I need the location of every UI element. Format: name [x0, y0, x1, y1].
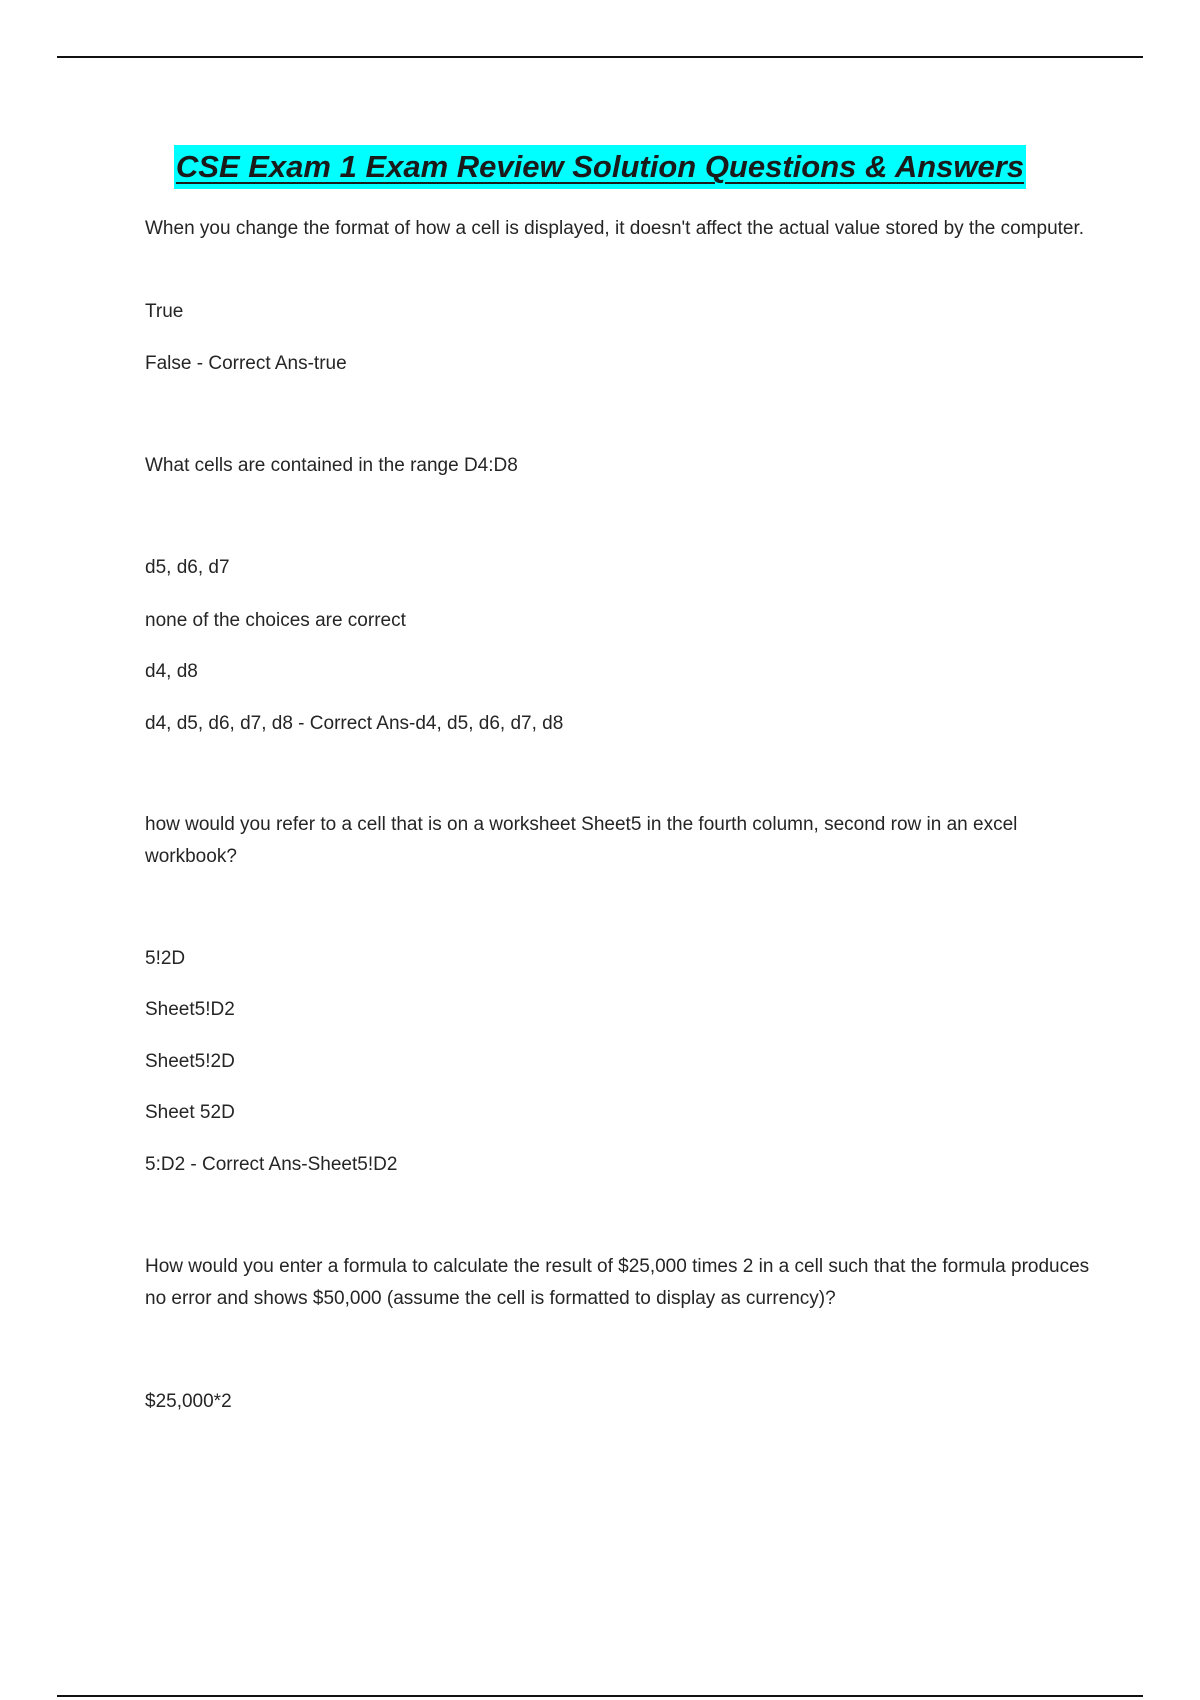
question-3-option-3: Sheet5!2D [145, 1051, 235, 1072]
title-block [0, 145, 1200, 189]
question-3-option-4: Sheet 52D [145, 1102, 235, 1123]
question-2-option-1: d5, d6, d7 [145, 557, 230, 578]
document-title: CSE Exam 1 Exam Review Solution Questions & Answers [174, 145, 1026, 189]
question-1-text: When you change the format of how a cell is displayed, it doesn't affect the actual value stored by the computer. [145, 218, 1085, 239]
question-4-text: How would you enter a formula to calculate the result of $25,000 times 2 in a cell such that the formula produces no error and shows $50,000 (assume the cell is formatted to display as currency)? [145, 1256, 1095, 1309]
question-3-text: how would you refer to a cell that is on a worksheet Sheet5 in the fourth column, second row in an excel workbook? [145, 814, 1023, 867]
question-2-option-3: d4, d8 [145, 661, 198, 682]
question-1-option-1: True [145, 301, 184, 322]
question-3-option-5: 5:D2 - Correct Ans-Sheet5!D2 [145, 1154, 398, 1175]
question-4-option-1: $25,000*2 [145, 1391, 232, 1412]
question-2-option-2: none of the choices are correct [145, 610, 406, 631]
question-3-option-1: 5!2D [145, 948, 186, 969]
question-1-option-2: False - Correct Ans-true [145, 353, 347, 374]
bottom-rule [57, 1695, 1143, 1697]
question-2-text: What cells are contained in the range D4:D8 [145, 455, 518, 476]
top-rule [57, 56, 1143, 58]
question-2-option-4: d4, d5, d6, d7, d8 - Correct Ans-d4, d5, d6, d7, d8 [145, 713, 564, 734]
question-3-option-2: Sheet5!D2 [145, 999, 235, 1020]
